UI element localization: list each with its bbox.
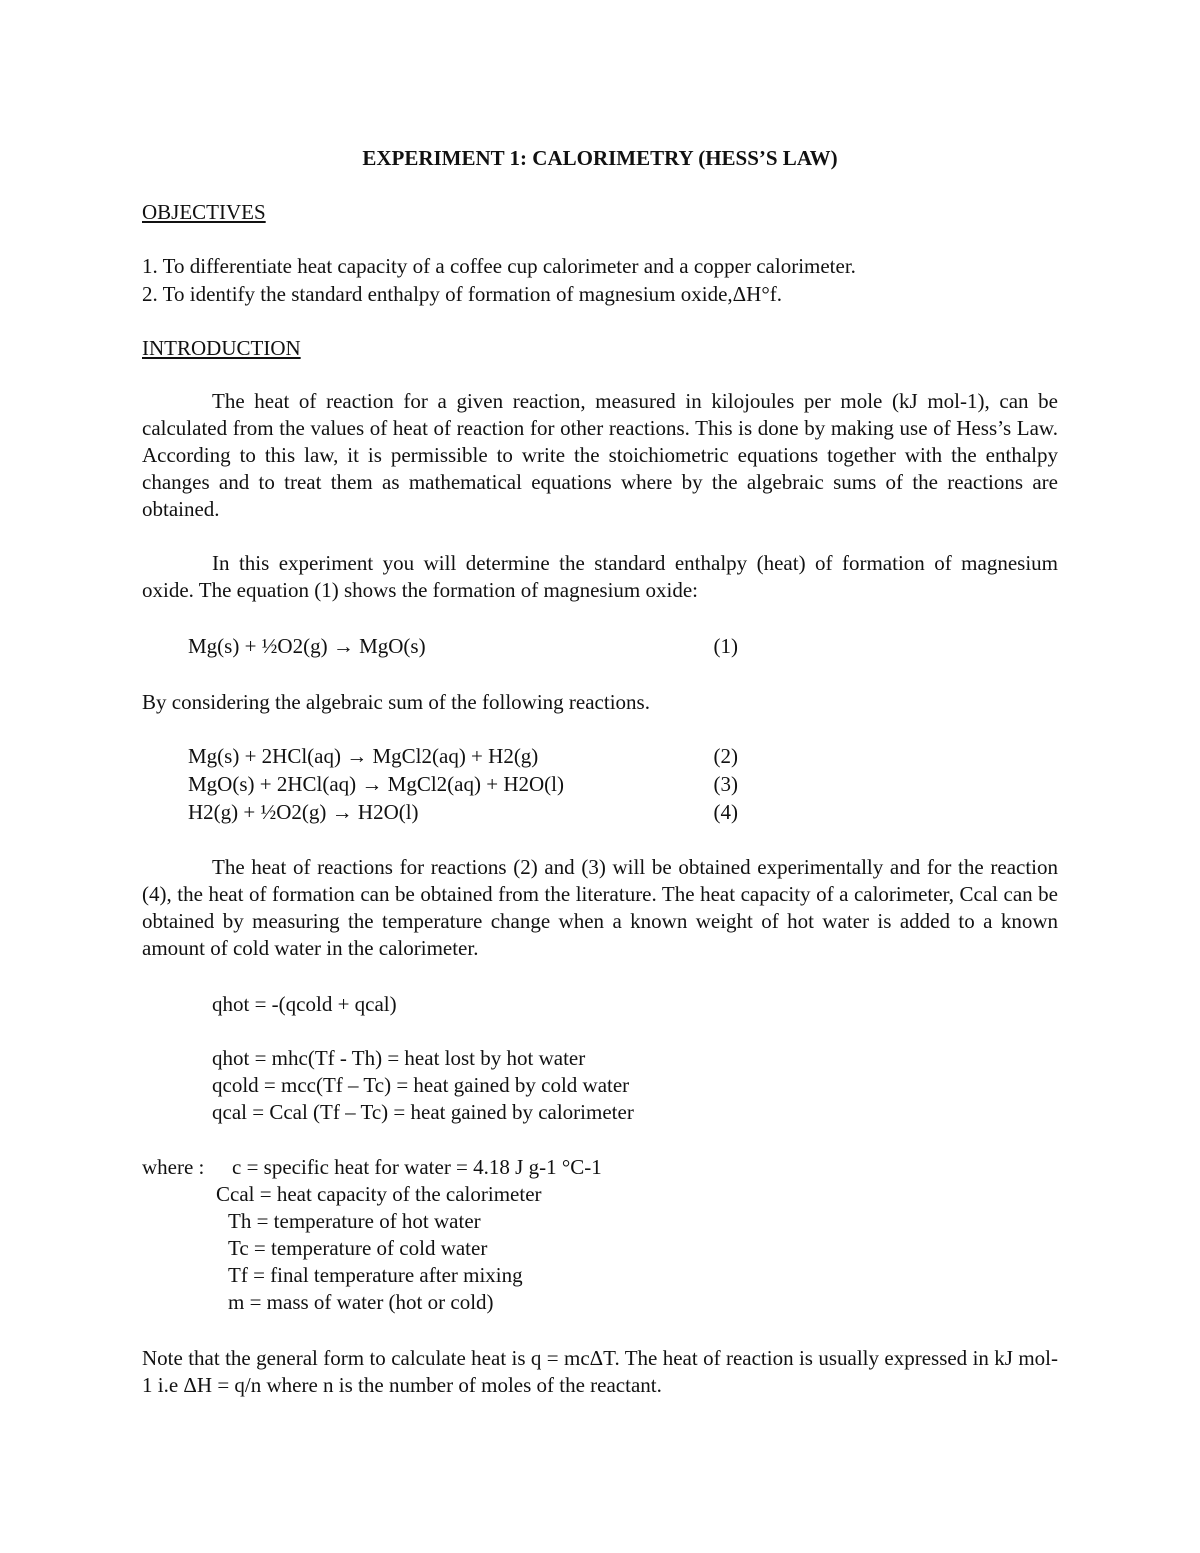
definition-th: Th = temperature of hot water: [228, 1209, 481, 1233]
note-paragraph: Note that the general form to calculate heat is q = mcΔT. The heat of reaction is usually expressed in kJ mol-1 i.e ΔH = q/n where n is the number of moles of the reactant.: [142, 1346, 1058, 1397]
document-title: EXPERIMENT 1: CALORIMETRY (HESS’S LAW): [362, 146, 838, 170]
formula-q-cold: qcold = mcc(Tf – Tc) = heat gained by cold water: [212, 1073, 630, 1097]
equation-tag: (3): [713, 772, 738, 796]
equation-text: MgO(s) + 2HCl(aq) → MgCl2(aq) + H2O(l): [188, 772, 564, 796]
definition-m: m = mass of water (hot or cold): [228, 1290, 494, 1314]
formula-heat-balance: qhot = -(qcold + qcal): [212, 992, 397, 1016]
equation-tag: (2): [713, 744, 738, 768]
definition-tf: Tf = final temperature after mixing: [228, 1263, 523, 1287]
intro-paragraph-1: The heat of reaction for a given reaction, measured in kilojoules per mole (kJ mol-1), can be calculated from the values of heat of reaction for other reactions. This is done by making use of Hess’s Law. According to this law, it is permissible to write the stoichiometric equations together with the enthalpy changes and to treat them as mathematical equations where by the algebraic sums of the reactions are obtained.: [142, 389, 1058, 521]
objectives-heading: OBJECTIVES: [142, 200, 266, 224]
definition-tc: Tc = temperature of cold water: [228, 1236, 488, 1260]
equation-3: [188, 772, 738, 797]
equation-1: [188, 634, 738, 659]
introduction-heading: INTRODUCTION: [142, 336, 301, 360]
intro-paragraph-3: The heat of reactions for reactions (2) and (3) will be obtained experimentally and for the reaction (4), the heat of formation can be obtained from the literature. The heat capacity of a calorimeter, Ccal can be obtained by measuring the temperature change when a known weight of hot water is added to a known amount of cold water in the calorimeter.: [142, 855, 1058, 960]
consider-sentence: By considering the algebraic sum of the following reactions.: [142, 690, 650, 714]
objective-item-1: 1. To differentiate heat capacity of a coffee cup calorimeter and a copper calorimeter.: [142, 254, 856, 278]
equation-tag: (1): [713, 634, 738, 658]
definition-ccal: Ccal = heat capacity of the calorimeter: [216, 1182, 542, 1206]
equation-4: [188, 800, 738, 825]
formula-q-cal: qcal = Ccal (Tf – Tc) = heat gained by calorimeter: [212, 1100, 634, 1124]
formula-q-hot: qhot = mhc(Tf - Th) = heat lost by hot water: [212, 1046, 586, 1070]
equation-2: [188, 744, 738, 769]
intro-paragraph-2: In this experiment you will determine the standard enthalpy (heat) of formation of magnesium oxide. The equation (1) shows the formation of magnesium oxide:: [142, 551, 1058, 602]
equation-text: Mg(s) + 2HCl(aq) → MgCl2(aq) + H2(g): [188, 744, 539, 768]
equation-text: H2(g) + ½O2(g) → H2O(l): [188, 800, 419, 824]
where-label: where :: [142, 1155, 205, 1179]
equation-tag: (4): [713, 800, 738, 824]
equation-text: Mg(s) + ½O2(g) → MgO(s): [188, 634, 426, 658]
objective-item-2: 2. To identify the standard enthalpy of formation of magnesium oxide,ΔH°f.: [142, 282, 782, 306]
definition-c: c = specific heat for water = 4.18 J g-1 °C-1: [232, 1155, 602, 1179]
